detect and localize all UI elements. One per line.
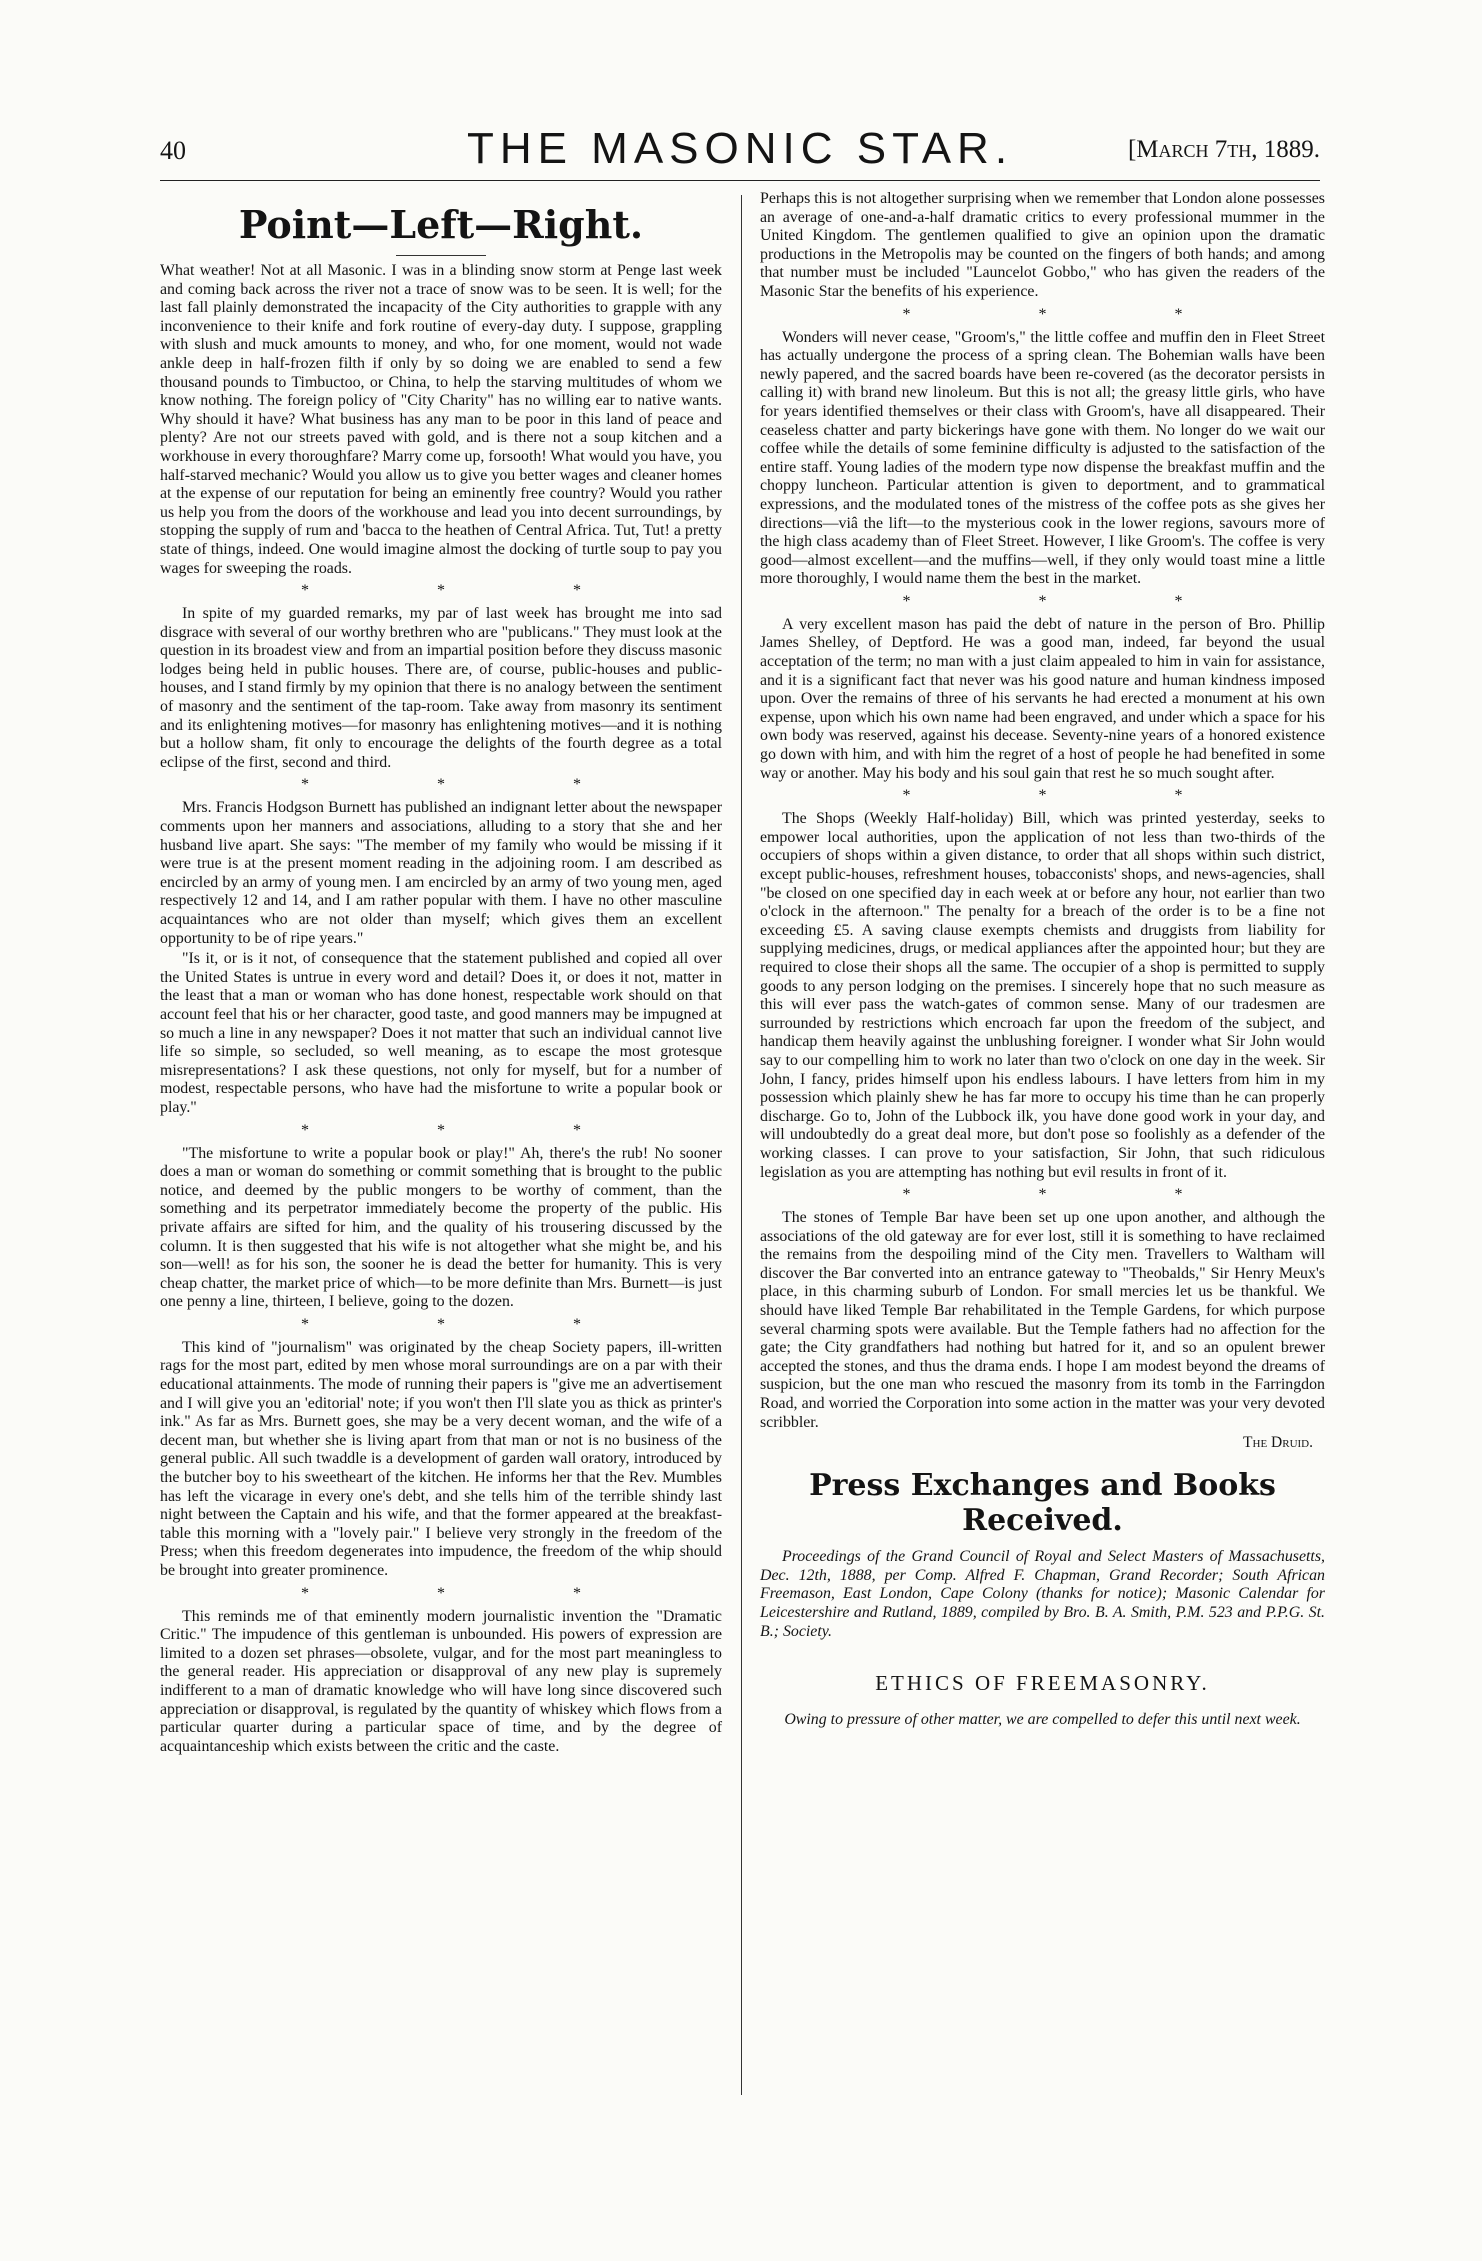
masthead-title: THE MASONIC STAR. (466, 124, 1014, 173)
section-separator: * * * (301, 776, 643, 794)
section-separator: * * * (902, 1186, 1245, 1204)
paragraph: In spite of my guarded remarks, my par of last week has brought me into sad disgrace with several of our worthy brethren who are "publicans." They must look at the question in its broadest view and from an impartial position before they discuss masonic lodges being held in public houses. There are, of course, public-houses and public-houses, and I stand firmly by my opinion that there is no analogy between the sentiment of masonry and the sentiment of the tap-room. Take away from masonry its sentiment and its enlightening motives—for masonry has enlightening motives—and it is nothing but a hollow sham, fit only to encourage the delights of the fourth degree as a total eclipse of the first, second and third. (160, 605, 722, 771)
column-title: Point—Left—Right. (238, 202, 644, 247)
paragraph: The stones of Temple Bar have been set up one upon another, and although the associations of the old gateway are for ever lost, still it is something to have reclaimed the remains from the despoiling mind of the City men. Travellers to Waltham will discover the Bar converted into an entrance gateway to "Theobalds," Sir Henry Meux's place, in this charming suburb of London. For small mercies let us be thankful. We should have liked Temple Bar rehabilitated in the Temple Gardens, for which purpose several charming spots were available. But the Temple fathers had no affection for the gate; the City grandfathers had nothing but hatred for it, and so an opulent brewer accepted the stones, and thus the drama ends. I hope I am modest beyond the dreams of suspicion, but the one man who rescued the masonry from its tomb in the Farringdon Road, and worried the Corporation into some action in the matter was your very devoted scribbler. (760, 1209, 1325, 1431)
ethics-note: Owing to pressure of other matter, we are compelled to defer this until next week. (784, 1711, 1301, 1729)
press-exchanges-section (760, 1548, 1325, 1641)
section-separator: * * * (301, 582, 643, 600)
section-separator: * * * (902, 305, 1245, 323)
right-column (760, 190, 1325, 1729)
section-separator: * * * (301, 1315, 643, 1333)
paragraph: Perhaps this is not altogether surprising when we remember that London alone possesses an average of one-and-a-half dramatic critics to every professional mummer in the United Kingdom. The gentlemen qualified to give an opinion upon the dramatic productions in the Metropolis may be counted on the fingers of both hands; and among that number must be included "Launcelot Gobbo," who has given the readers of the Masonic Star the benefits of his experience. (760, 190, 1325, 300)
issue-date: [March 7th, 1889. (1127, 136, 1320, 163)
left-column (160, 190, 722, 1758)
paragraph: Wonders will never cease, "Groom's," the little coffee and muffin den in Fleet Street has actually undergone the process of a spring clean. The Bohemian walls have been newly papered, and the sacred boards have been re-covered (as the decorator persists in calling it) with brand new linoleum. But this is not all; the greasy little girls, who have for years identified themselves or their class with Groom's, have all disappeared. Their ceaseless chatter and party bickerings have gone with them. No longer do we wait our coffee while the details of some feminine difficulty is adjusted to the satisfaction of the entire staff. Young ladies of the modern type now dispense the breakfast muffin and the choppy luncheon. Particular attention is given to deportment, and to grammatical expressions, and the modulated tones of the mistress of the coffee pots as she gives her directions—viâ the lift—to the mysterious cook in the lower regions, savours more of the high class academy than of Fleet Street. However, I like Groom's. The coffee is very good—almost excellent—and the muffins—well, if they only would toast mine a little more thoroughly, I would name them the best in the market. (760, 328, 1325, 588)
paragraph: The Shops (Weekly Half-holiday) Bill, which was printed yesterday, seeks to empower local authorities, upon the application of not less than two-thirds of the occupiers of shops within a given distance, to order that all shops within such district, except public-houses, refreshment houses, tobacconists' shops, and news-agencies, shall "be closed on one specified day in each week at or before any hour, not earlier than two o'clock in the afternoon." The penalty for a breach of the order is to be a fine not exceeding £5. A saving clause exempts chemists and druggists from liability for supplying medicines, drugs, or medical appliances after the appointed hour; but they are required to close their shops all the same. The occupier of a shop is permitted to supply goods to any person lodging on the premises. I sincerely hope that no such measure as this will ever pass the watch-gates of common sense. Many of our tradesmen are surrounded by restrictions which encroach far upon the freedom of the subject, and handicap them heavily against the unblushing foreigner. I wonder what Sir John would say to our compelling him to work no later than two o'clock on one day in the week. Sir John, I fancy, prides himself upon his endless labours. I have letters from him in my possession which plainly shew he has far more to occupy his time than he can properly discharge. Go to, John of the Lubbock ilk, you have done good work in your day, and will undoubtedly do a great deal more, but don't pose so foolishly as a defender of the working classes. I can prove to your satisfaction, Sir John, that such ridiculous legislation as you are attempting has nothing but evil results in front of it. (760, 810, 1325, 1181)
column-divider (741, 195, 742, 2095)
paragraph: This reminds me of that eminently modern journalistic invention the "Dramatic Critic." The impudence of this gentleman is unbounded. His powers of expression are limited to a dozen set phrases—obsolete, vulgar, and for the most part meaningless to the general reader. His appreciation or disapproval of any new play is supremely indifferent to a man of dramatic knowledge who will have long since discovered such appreciation or disapproval, is regulated by the quantity of whiskey which flows from a particular quarter during a particular space of time, and by the degree of acquaintanceship which exists between the critic and the caste. (160, 1607, 722, 1755)
section-separator: * * * (301, 1584, 643, 1602)
paragraph: "Is it, or is it not, of consequence that the statement published and copied all over the United States is untrue in every word and detail? Does it, or does it not, matter in the least that a man or woman who has done honest, respectable work should on that account feel that his or her character, good taste, and good manners may be impugned at so much a line in any newspaper? Does it not matter that such an individual cannot live life so simple, so secluded, so well meaning, as to escape the most grotesque misrepresentations? I ask these questions, not only for myself, but for a number of modest, respectable persons, who have had the misfortune to write a popular book or play." (160, 950, 722, 1116)
paragraph: Mrs. Francis Hodgson Burnett has published an indignant letter about the newspaper comments upon her manners and associations, alluding to a story that she and her husband live apart. She says: "The member of my family who would be missing if it were true is at the present moment reading in the adjoining room. I am described as encircled by an army of young men. I am encircled by an army of two young men, aged respectively 12 and 14, and I am rather popular with them. I have no other masculine acquaintances who are not older than myself; which gives them an excellent opportunity to be of ripe years." (160, 799, 722, 947)
section-separator: * * * (902, 787, 1245, 805)
paragraph: This kind of "journalism" was originated by the cheap Society papers, ill-written rags for the most part, edited by men whose moral surroundings are on a par with their educational attainments. The mode of running their papers is "give me an advertisement and I will give you an 'editorial' note; if you won't then I'll slate you as thick as printer's ink." As far as Mrs. Burnett goes, she may be a very decent woman, and the wife of a decent man, but whether she is living apart from that man or not is no business of the general public. All such twaddle is a development of garden wall oratory, introduced by the butcher boy to his sweetheart of the kitchen. He informs her that the Rev. Mumbles has left the vicarage in every one's debt, and she tells him of the terrible shindy last night between the Captain and his wife, and that the former appeared at the breakfast-table this morning with a "lovely pair." I believe very strongly in the freedom of the Press; when this freedom degenerates into impudence, the freedom of the whip should be brought into greater prominence. (160, 1338, 722, 1579)
paragraph: Proceedings of the Grand Council of Royal and Select Masters of Massachusetts, Dec. 12th, 1888, per Comp. Alfred F. Chapman, Grand Recorder; South African Freemason, East London, Cape Colony (thanks for notice); Masonic Calendar for Leicestershire and Rutland, 1889, compiled by Bro. B. A. Smith, P.M. 523 and P.P.G. St. B.; Society. (760, 1548, 1325, 1640)
paragraph: "The misfortune to write a popular book or play!" Ah, there's the rub! No sooner does a man or woman do something or commit something that is brought to the public notice, and deemed by the public mongers to be worthy of comment, than the something and its perpetrator immediately become the property of the public. His private affairs are sifted for him, and the quality of his trousering discussed by the column. It is then suggested that his wife is not altogether what she might be, and his son—well! as for his son, the sooner he is dead the better for humanity. This is very cheap chatter, the market price of which—to be more definite than Mrs. Burnett—is just one penny a line, thirteen, I believe, going to the dozen. (160, 1144, 722, 1311)
page-header (160, 122, 1320, 182)
header-rule (160, 180, 1320, 181)
paragraph: A very excellent mason has paid the debt of nature in the person of Bro. Phillip James Shelley, of Deptford. He was a good man, indeed, far beyond the usual acceptation of the term; no man with a just claim appealed to him in vain for assistance, and it is a significant fact that never was his good nature and human kindness imposed upon. Over the remains of three of his servants he had erected a monument at his own expense, upon which his own name had been engraved, and under which a space for his own body was reserved, against his decease. Seventy-nine years of a honored existence go down with him, and with him the regret of a host of people he had benefited in some way or another. May his body and his soul gain that rest he so much sought after. (760, 615, 1325, 782)
paragraph: What weather! Not at all Masonic. I was in a blinding snow storm at Penge last week and coming back across the river not a trace of snow was to be seen. It is well; for the last fall plainly demonstrated the incapacity of the City authorities to grapple with any inconvenience to their knife and fork routine of every-day duty. I suppose, grappling with slush and muck amounts to money, and who, for one moment, would not wade ankle deep in half-frozen filth if only by so doing we are enabled to send a few thousand pounds to Timbuctoo, or China, to help the starving multitudes of whom we know nothing. The foreign policy of "City Charity" has no willing ear to native wants. Why should it have? What business has any man to be poor in this land of peace and plenty? Are not our streets paved with gold, and is there not a soup kitchen and a workhouse in every thoroughfare? Marry come up, forsooth! What would you have, you half-starved mechanic? Would you allow us to give you better wages and cleaner homes at the expense of our reputation for being an eminently free country? Would you rather us help you from the doors of the workhouse and lead you into decent surroundings, by stopping the supply of rum and 'bacca to the heathen of Central Africa. Tut, Tut! a pretty state of things, indeed. One would imagine almost the docking of turtle soup to pay you wages for sweeping the roads. (160, 262, 722, 577)
press-exchanges-title: Press Exchanges and Books Received. (809, 1468, 1276, 1539)
section-separator: * * * (902, 592, 1245, 610)
page-number: 40 (160, 136, 186, 165)
signature: The Druid. (1243, 1434, 1313, 1452)
ethics-title: ETHICS OF FREEMASONRY. (875, 1671, 1210, 1696)
section-separator: * * * (301, 1121, 643, 1139)
title-rule (396, 255, 486, 256)
